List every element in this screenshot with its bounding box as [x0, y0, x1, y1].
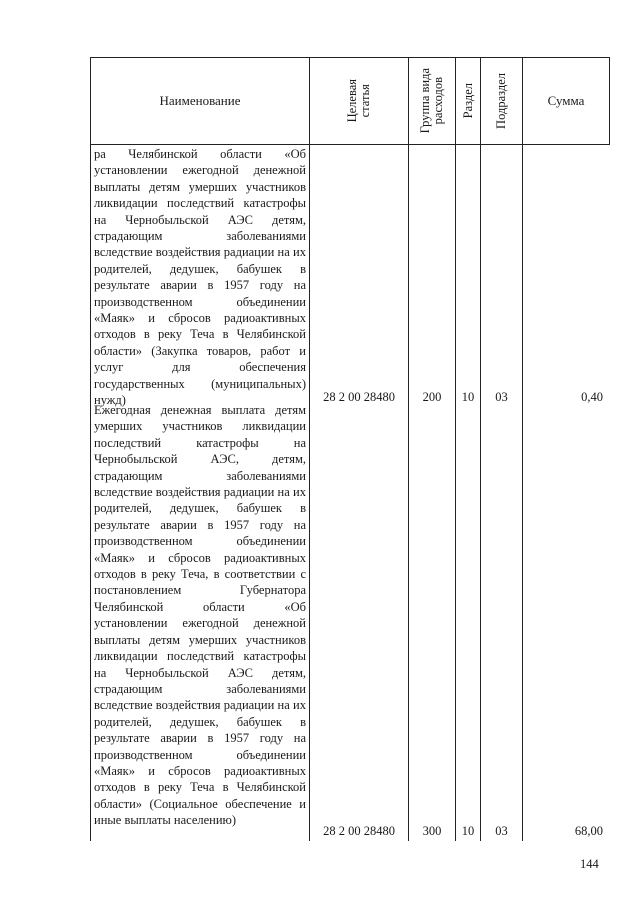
row-2-subsection: 03: [495, 824, 508, 838]
col-line: [309, 58, 310, 841]
header-subsection-text: Подраздел: [494, 73, 508, 129]
header-subsection: [481, 58, 522, 144]
row-2-section: 10: [461, 824, 475, 838]
row-1-subsection: 03: [495, 390, 508, 404]
row-2-sum: 68,00: [574, 824, 603, 838]
col-line: [455, 58, 456, 841]
header-section: [456, 58, 480, 144]
row-1-section: 10: [461, 390, 475, 404]
row-2-name: [94, 402, 306, 829]
header-divider: [91, 144, 610, 145]
budget-table: [90, 57, 610, 841]
row-2-article: 28 2 00 28480: [323, 824, 395, 838]
header-name: Наименование: [159, 93, 241, 108]
col-line: [480, 58, 481, 841]
row-1-group: 200: [422, 390, 442, 404]
header-sum: Сумма: [547, 93, 585, 108]
header-target-article-text: Целевая статья: [345, 79, 372, 123]
col-line: [522, 58, 523, 841]
col-line: [408, 58, 409, 841]
header-section-text: Раздел: [460, 83, 475, 119]
header-expense-group-text: Группа вида расходов: [418, 68, 445, 134]
row-1-name: [94, 146, 306, 409]
row-2-text: Ежегодная денежная выплата детям умерших участников ликвидации последствий катастрофы на Чернобыльской АЭС, детям, страдающим заболеваниями вследствие воздействия радиации на их родителей, дедушек, бабушек в результате аварии в 1957 году на производственном объединении «Маяк» и сбросов радиоактивных отходов в реку Теча, в соответствии с постановлением Губернатора Челябинской области «Об установлении ежегодной денежной выплаты детям умерших участников ликвидации последствий катастрофы на Чернобыльской АЭС детям, страдающим заболеваниями вследствие воздействия радиации на их родителей, дедушек, бабушек в результате аварии в 1957 году на производственном объединении «Маяк» и сбросов радиоактивных отходов в реку Теча в Челябинской области» (Социальное обеспечение и иные выплаты населению): [94, 403, 306, 828]
header-target-article: [310, 58, 408, 144]
header-expense-group: [409, 58, 455, 144]
row-2-group: 300: [422, 824, 442, 838]
page-number: 144: [580, 857, 599, 871]
row-1-sum: 0,40: [581, 390, 603, 404]
row-1-text: ра Челябинской области «Об установлении ежегодной денежной выплаты детям умерших участников ликвидации последствий катастрофы на Чернобыльской АЭС детям, страдающим заболеваниями вследствие воздействия радиации на их родителей, дедушек, бабушек в результате аварии в 1957 году на производственном объединении «Маяк» и сбросов радиоактивных отходов в реку Теча в Челябинской области» (Закупка товаров, работ и услуг для обеспечения государственных (муниципальных) нужд): [94, 147, 306, 408]
row-1-article: 28 2 00 28480: [323, 390, 395, 404]
